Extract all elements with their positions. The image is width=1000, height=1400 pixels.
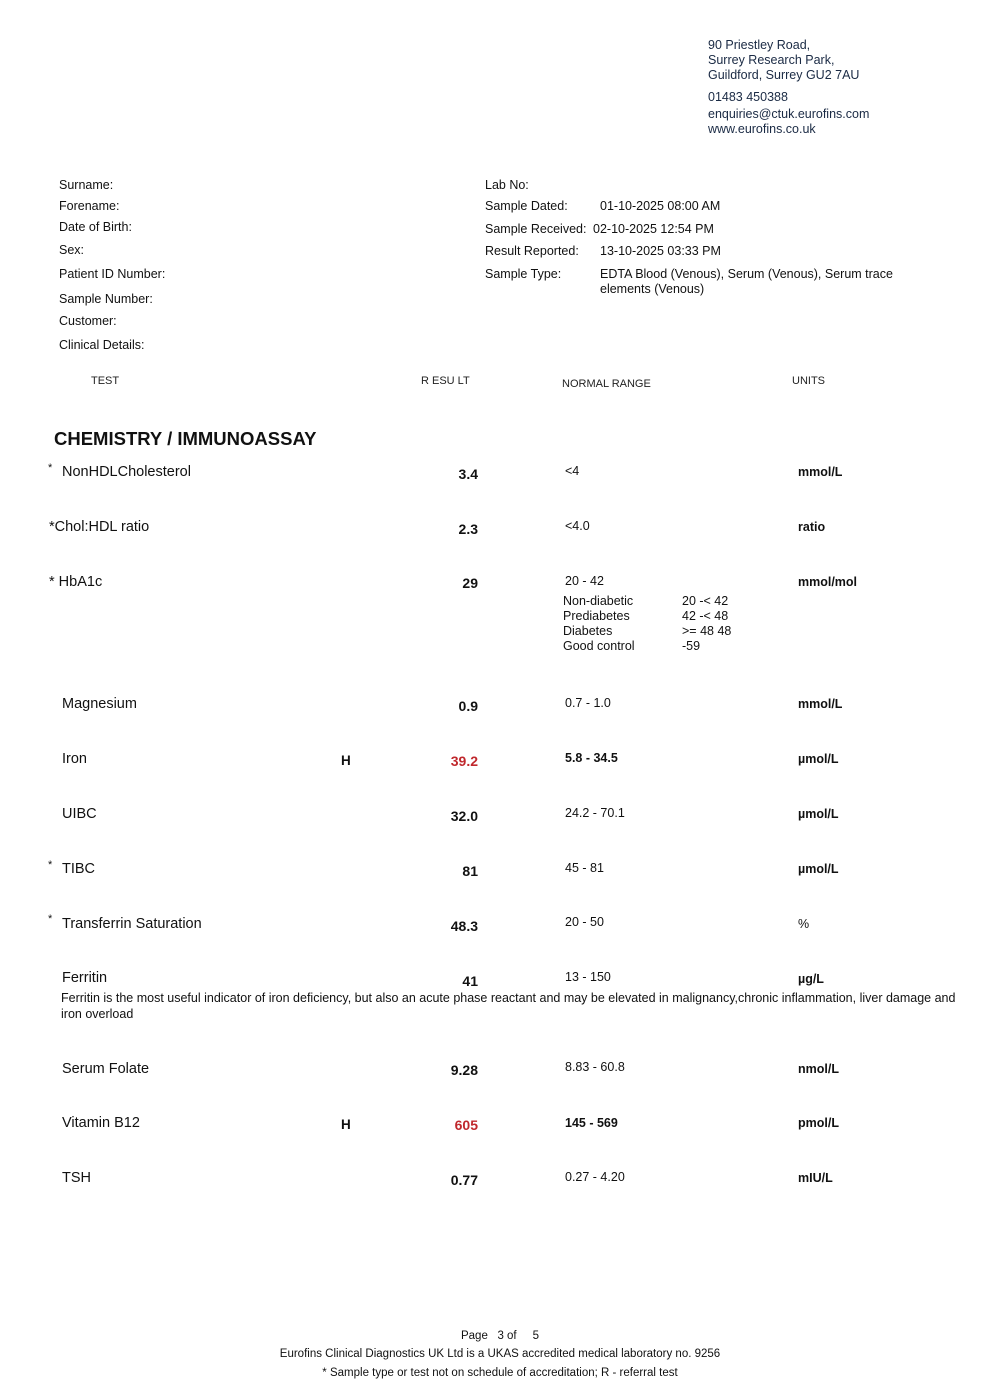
hba1c-guide-value: 42 -< 48 <box>682 609 729 623</box>
unit-ferritin: µg/L <box>798 972 824 986</box>
hba1c-guide-values <box>682 594 731 654</box>
unit-magnesium: mmol/L <box>798 697 843 711</box>
accreditation-star: * <box>48 859 53 871</box>
high-flag-iron: H <box>341 753 351 768</box>
lab-phone: 01483 450388 <box>708 90 788 104</box>
lab-website: www.eurofins.co.uk <box>708 122 816 136</box>
sample-number-label: Sample Number: <box>59 292 153 306</box>
column-header-units: UNITS <box>792 375 825 387</box>
test-name-iron: Iron <box>62 751 87 767</box>
lab-no-label: Lab No: <box>485 178 529 192</box>
sample-received-value: 02-10-2025 12:54 PM <box>593 222 714 236</box>
unit-tibc: µmol/L <box>798 862 839 876</box>
column-header-result: R ESU LT <box>421 375 470 387</box>
address-line-3: Guildford, Surrey GU2 7AU <box>708 68 860 82</box>
range-chol-hdl-ratio: <4.0 <box>565 519 590 533</box>
test-name-serum-folate: Serum Folate <box>62 1061 150 1077</box>
result-tibc: 81 <box>462 863 478 879</box>
customer-label: Customer: <box>59 314 117 328</box>
hba1c-guide-label: Diabetes <box>563 624 613 638</box>
page-current: 3 of <box>497 1330 517 1342</box>
result-serum-folate: 9.28 <box>450 1062 478 1078</box>
test-name-chol-hdl-ratio: *Chol:HDL ratio <box>49 519 150 535</box>
result-tsh: 0.77 <box>450 1172 478 1188</box>
accreditation-statement: Eurofins Clinical Diagnostics UK Ltd is a UKAS accredited medical laboratory no. 9256 <box>279 1348 721 1360</box>
lab-email: enquiries@ctuk.eurofins.com <box>708 107 870 121</box>
unit-nonhdl-cholesterol: mmol/L <box>798 465 843 479</box>
high-flag-vitamin-b12: H <box>341 1117 351 1132</box>
test-name-hba1c: * HbA1c <box>49 574 103 590</box>
lab-address <box>708 38 869 137</box>
hba1c-guide-label: Good control <box>563 639 635 653</box>
test-name-magnesium: Magnesium <box>62 696 137 712</box>
unit-chol-hdl-ratio: ratio <box>798 520 826 534</box>
hba1c-guide-label: Non-diabetic <box>563 594 634 608</box>
range-nonhdl-cholesterol: <4 <box>565 464 580 478</box>
section-title: CHEMISTRY / IMMUNOASSAY <box>54 428 317 449</box>
result-transferrin-saturation: 48.3 <box>450 918 478 934</box>
sample-dated-label: Sample Dated: <box>485 199 568 213</box>
footer-legend: * Sample type or test not on schedule of accreditation; R - referral test <box>322 1367 678 1379</box>
ferritin-comment: Ferritin is the most useful indicator of iron deficiency, but also an acute phase reactant and may be elevated in malignancy,chronic inflammation, liver damage and iron overload <box>61 991 956 1021</box>
range-hba1c: 20 - 42 <box>565 574 604 588</box>
result-ferritin: 41 <box>462 973 478 989</box>
result-hba1c: 29 <box>462 575 478 591</box>
unit-vitamin-b12: pmol/L <box>798 1116 839 1130</box>
unit-uibc: µmol/L <box>798 807 839 821</box>
unit-tsh: mIU/L <box>798 1171 833 1185</box>
range-iron: 5.8 - 34.5 <box>565 751 618 765</box>
result-reported-label: Result Reported: <box>485 244 579 258</box>
column-header-test: TEST <box>91 375 120 387</box>
range-uibc: 24.2 - 70.1 <box>565 806 625 820</box>
test-name-tsh: TSH <box>62 1170 91 1186</box>
range-ferritin: 13 - 150 <box>565 970 611 984</box>
unit-transferrin-saturation: % <box>798 917 810 931</box>
result-chol-hdl-ratio: 2.3 <box>458 521 478 537</box>
page-indicator <box>0 1330 1000 1342</box>
test-name-ferritin: Ferritin <box>62 970 108 986</box>
result-nonhdl-cholesterol: 3.4 <box>458 466 478 482</box>
sex-label: Sex: <box>59 243 85 257</box>
test-name-transferrin-saturation: Transferrin Saturation <box>62 916 202 932</box>
hba1c-guide-value: 20 -< 42 <box>682 594 729 608</box>
result-iron: 39.2 <box>450 753 478 769</box>
range-transferrin-saturation: 20 - 50 <box>565 915 604 929</box>
result-reported-value: 13-10-2025 03:33 PM <box>600 244 721 258</box>
dob-label: Date of Birth: <box>59 220 132 234</box>
test-name-vitamin-b12: Vitamin B12 <box>62 1115 140 1131</box>
clinical-details-label: Clinical Details: <box>59 338 145 352</box>
range-tsh: 0.27 - 4.20 <box>565 1170 625 1184</box>
result-uibc: 32.0 <box>450 808 478 824</box>
sample-dated-value: 01-10-2025 08:00 AM <box>600 199 721 213</box>
result-vitamin-b12: 605 <box>454 1117 478 1133</box>
result-magnesium: 0.9 <box>458 698 478 714</box>
sample-received-label: Sample Received: <box>485 222 587 236</box>
test-name-tibc: TIBC <box>62 861 96 877</box>
accreditation-star: * <box>48 913 53 925</box>
surname-label: Surname: <box>59 178 114 192</box>
hba1c-guide-value: >= 48 48 <box>682 624 732 638</box>
hba1c-guide-label: Prediabetes <box>563 609 630 623</box>
accreditation-star: * <box>48 462 53 474</box>
column-header-normal-range: NORMAL RANGE <box>562 378 651 390</box>
range-magnesium: 0.7 - 1.0 <box>565 696 611 710</box>
page-total: 5 <box>532 1330 540 1342</box>
test-name-uibc: UIBC <box>62 806 97 822</box>
address-line-1: 90 Priestley Road, <box>708 38 811 52</box>
unit-serum-folate: nmol/L <box>798 1062 839 1076</box>
sample-type-label: Sample Type: <box>485 267 562 281</box>
sample-type-value-line-2: elements (Venous) <box>600 282 705 296</box>
hba1c-guide-value: -59 <box>682 639 701 653</box>
page-label: Page <box>460 1330 488 1342</box>
address-line-2: Surrey Research Park, <box>708 53 835 67</box>
patient-id-label: Patient ID Number: <box>59 267 166 281</box>
unit-hba1c: mmol/mol <box>798 575 858 589</box>
forename-label: Forename: <box>59 199 120 213</box>
hba1c-guide-labels <box>563 594 635 654</box>
sample-type-value-line-1: EDTA Blood (Venous), Serum (Venous), Serum trace <box>600 267 893 281</box>
test-name-nonhdl-cholesterol: NonHDLCholesterol <box>62 464 191 480</box>
range-vitamin-b12: 145 - 569 <box>565 1116 618 1130</box>
unit-iron: µmol/L <box>798 752 839 766</box>
range-serum-folate: 8.83 - 60.8 <box>565 1060 625 1074</box>
range-tibc: 45 - 81 <box>565 861 604 875</box>
